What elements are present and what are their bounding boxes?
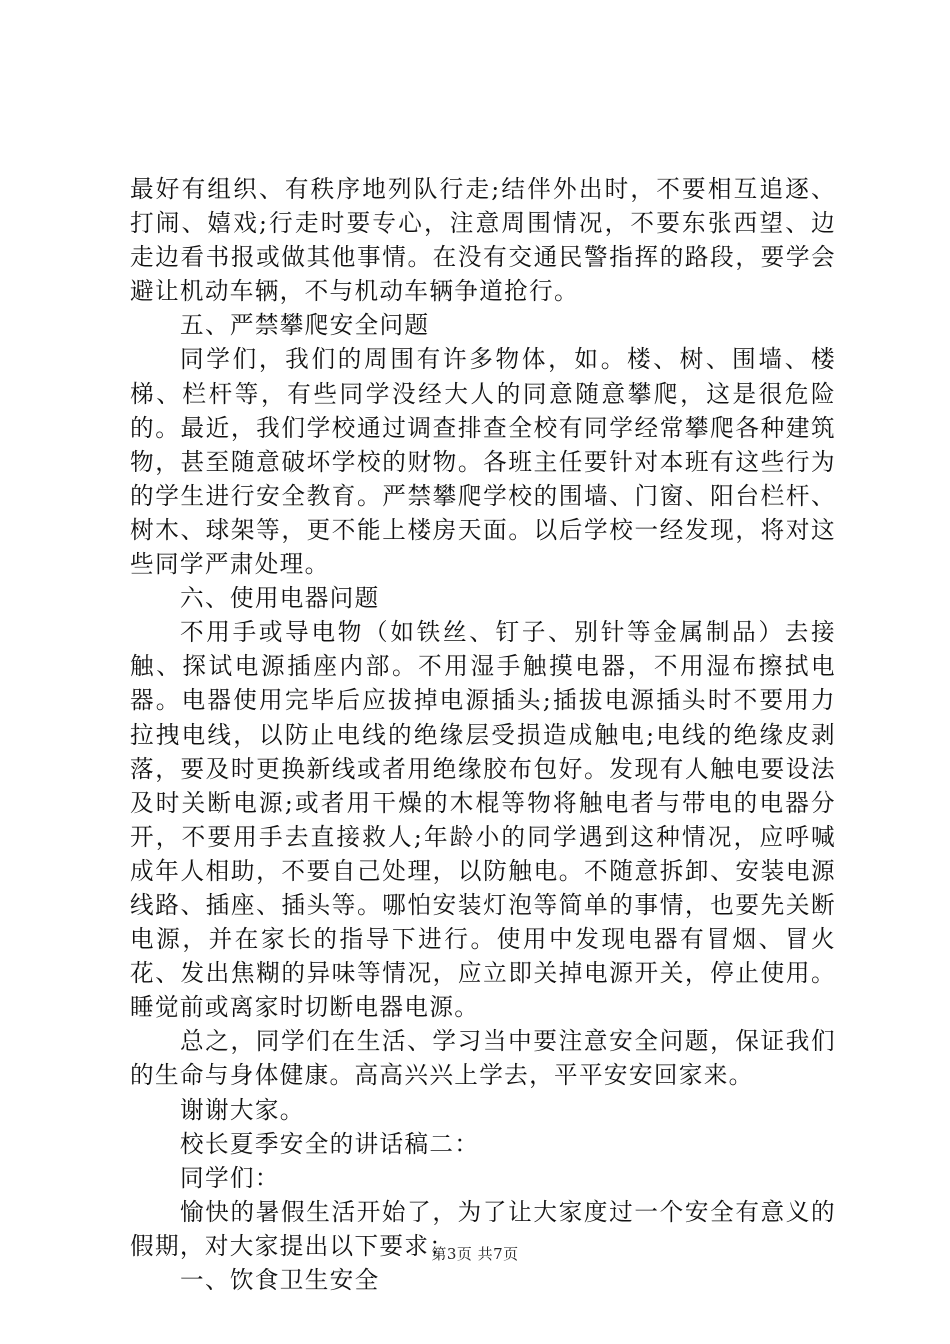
section-heading-food-safety: 一、饮食卫生安全 (180, 1266, 380, 1294)
paragraph-walking-rules: 最好有组织、有秩序地列队行走;结伴外出时，不要相互追逐、打闹、嬉戏;行走时要专心，注意周围情况，不要东张西望、边走边看书报或做其他事情。在没有交通民警指挥的路段，要学会避让机动车辆，不与机动车辆争道抢行。 (130, 175, 836, 306)
paragraph-thanks: 谢谢大家。 (180, 1095, 305, 1124)
page-number-footer: 第3页 共7页 (431, 1245, 519, 1263)
paragraph-climbing: 同学们，我们的周围有许多物体，如。楼、树、围墙、楼梯、栏杆等，有些同学没经大人的同意随意攀爬，这是很危险的。最近，我们学校通过调查排查全校有同学经常攀爬各种建筑物，甚至随意破坏学校的财物。各班主任要针对本班有这些行为的学生进行安全教育。严禁攀爬学校的围墙、门窗、阳台栏杆、树木、球架等，更不能上楼房天面。以后学校一经发现，将对这些同学严肃处理。 (130, 345, 836, 579)
paragraph-electrical: 不用手或导电物（如铁丝、钉子、别针等金属制品）去接触、探试电源插座内部。不用湿手触摸电器，不用湿布擦拭电器。电器使用完毕后应拔掉电源插头;插拔电源插头时不要用力拉拽电线，以防止电线的绝缘层受损造成触电;电线的绝缘皮剥落，要及时更换新线或者用绝缘胶布包好。发现有人触电要设法及时关断电源;或者用干燥的木棍等物将触电者与带电的电器分开，不要用手去直接救人;年龄小的同学遇到这种情况，应呼喊成年人相助，不要自己处理，以防触电。不随意拆卸、安装电源线路、插座、插头等。哪怕安装灯泡等简单的事情，也要先关断电源，并在家长的指导下进行。使用中发现电器有冒烟、冒火花、发出焦糊的异味等情况，应立即关掉电源开关，停止使用。睡觉前或离家时切断电器电源。 (130, 618, 836, 1022)
section-heading-climbing: 五、严禁攀爬安全问题 (180, 311, 430, 340)
section-heading-electrical: 六、使用电器问题 (180, 584, 380, 613)
speech-two-title: 校长夏季安全的讲话稿二： (180, 1129, 480, 1158)
paragraph-conclusion: 总之，同学们在生活、学习当中要注意安全问题，保证我们的生命与身体健康。高高兴兴上学去，平平安安回家来。 (130, 1027, 836, 1090)
salutation: 同学们： (180, 1163, 280, 1192)
document-body (130, 172, 836, 1297)
paragraph-summer-intro: 愉快的暑假生活开始了，为了让大家度过一个安全有意义的假期，对大家提出以下要求： (130, 1197, 836, 1260)
